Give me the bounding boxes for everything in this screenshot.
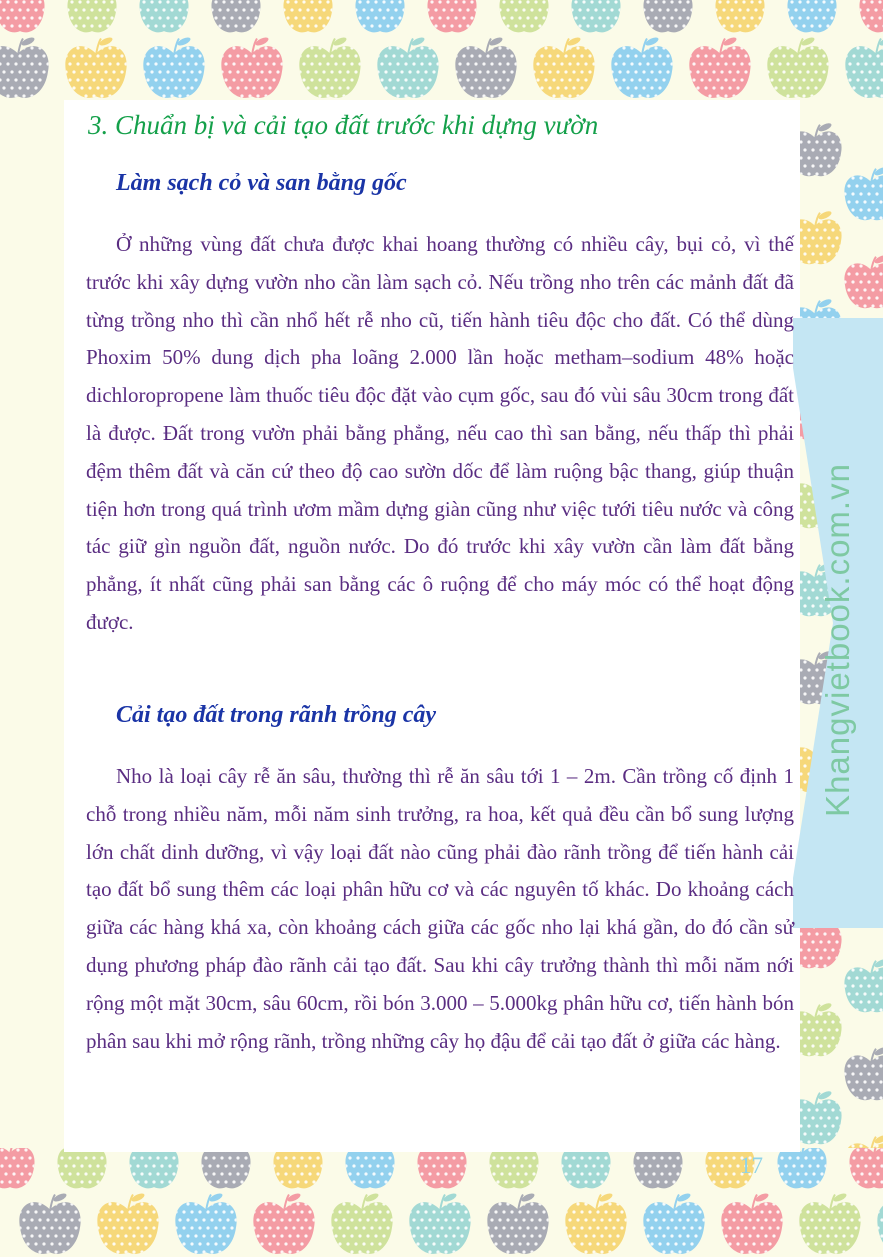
apple-icon — [344, 1148, 399, 1192]
apple-icon — [793, 1002, 843, 1057]
apple-icon — [843, 254, 883, 309]
apple-icon — [210, 0, 265, 36]
apple-icon — [18, 1192, 81, 1254]
apple-icon — [632, 1148, 687, 1192]
apple-icon — [843, 1134, 883, 1148]
apple-icon — [776, 1148, 831, 1192]
apple-icon — [408, 1192, 471, 1254]
site-watermark-text: Khangvietbook.com.vn — [819, 463, 856, 817]
apple-icon — [376, 36, 439, 98]
subheading-soil-improvement: Cải tạo đất trong rãnh trồng cây — [116, 702, 437, 728]
apple-icon — [0, 1148, 40, 1192]
apple-icon — [793, 1090, 843, 1145]
apple-icon — [252, 1192, 315, 1254]
section-title: 3. Chuẩn bị và cải tạo đất trước khi dựng vườn — [88, 110, 599, 140]
apple-icon — [798, 1192, 861, 1254]
apple-icon — [570, 0, 625, 36]
apple-icon — [843, 1046, 883, 1101]
apple-icon — [564, 1192, 627, 1254]
apple-icon — [844, 36, 883, 98]
apple-icon — [426, 0, 481, 36]
apple-icon — [766, 36, 829, 98]
apple-icon — [642, 1192, 705, 1254]
apple-icon — [56, 1148, 111, 1192]
apple-icon — [488, 1148, 543, 1192]
apple-icon — [486, 1192, 549, 1254]
apple-icon — [330, 1192, 393, 1254]
apple-icon — [688, 36, 751, 98]
apple-icon — [498, 0, 553, 36]
apple-icon — [720, 1192, 783, 1254]
apple-icon — [714, 0, 769, 36]
apple-icon — [610, 36, 673, 98]
apple-icon — [354, 0, 409, 36]
subheading-clear-weeds: Làm sạch cỏ và san bằng gốc — [116, 170, 407, 196]
apple-icon — [416, 1148, 471, 1192]
apple-icon — [848, 1148, 883, 1192]
apple-icon — [793, 122, 843, 177]
apple-icon — [64, 36, 127, 98]
apple-icon — [454, 36, 517, 98]
apple-icon — [298, 36, 361, 98]
apple-icon — [0, 0, 50, 36]
apple-icon — [200, 1148, 255, 1192]
apple-icon — [843, 166, 883, 221]
apple-icon — [858, 0, 883, 36]
apple-icon — [66, 0, 121, 36]
top-apple-pattern — [0, 0, 883, 112]
apple-icon — [560, 1148, 615, 1192]
apple-icon — [282, 0, 337, 36]
paragraph-soil-improvement: Nho là loại cây rễ ăn sâu, thường thì rễ ăn sâu tới 1 – 2m. Cần trồng cố định 1 chỗ trong nhiều năm, mỗi năm sinh trưởng, ra hoa, kết quả đều cần bổ sung lượng lớn chất dinh dưỡng, vì vậy loại đất nào cũng phải đào rãnh trồng để tiến hành cải tạo đất bổ sung thêm các loại phân hữu cơ và các nguyên tố khác. Do khoảng cách giữa các hàng khá xa, còn khoảng cách giữa các gốc nho lại khá gần, do đó cần sử dụng phương pháp đào rãnh cải tạo đất. Sau khi cây trưởng thành thì mỗi năm nới rộng một mặt 30cm, sâu 60cm, rồi bón 3.000 – 5.000kg phân hữu cơ, tiến hành bón phân sau khi mở rộng rãnh, trồng những cây họ đậu để cải tạo đất ở giữa các hàng. — [86, 764, 794, 1053]
page-number: 17 — [740, 1153, 763, 1178]
apple-icon — [272, 1148, 327, 1192]
apple-icon — [174, 1192, 237, 1254]
apple-icon — [876, 1192, 883, 1254]
apple-icon — [96, 1192, 159, 1254]
apple-icon — [142, 36, 205, 98]
apple-icon — [843, 958, 883, 1013]
paragraph-clear-weeds: Ở những vùng đất chưa được khai hoang thường có nhiều cây, bụi cỏ, vì thế trước khi xây dựng vườn nho cần làm sạch cỏ. Nếu trồng nho trên các mảnh đất đã từng trồng nho thì cần nhổ hết rễ nho cũ, tiến hành tiêu độc cho đất. Có thể dùng Phoxim 50% dung dịch pha loãng 2.000 lần hoặc metham–sodium 48% hoặc dichloropropene làm thuốc tiêu độc đặt vào cụm gốc, sau đó vùi sâu 30cm trong đất là được. Đất trong vườn phải bằng phẳng, nếu cao thì san bằng, nếu thấp thì phải đệm thêm đất và căn cứ theo độ cao sườn dốc để làm ruộng bậc thang, giúp thuận tiện hơn trong quá trình ươm mầm dựng giàn cũng như việc tưới tiêu nước và công tác giữ gìn nguồn đất, nguồn nước. Do đó trước khi xây vườn cần làm đất bằng phẳng, ít nhất cũng phải san bằng các ô ruộng để cho máy móc có thể hoạt động được. — [86, 232, 794, 634]
apple-icon — [793, 210, 843, 265]
apple-icon — [642, 0, 697, 36]
apple-icon — [220, 36, 283, 98]
apple-icon — [786, 0, 841, 36]
apple-icon — [128, 1148, 183, 1192]
apple-icon — [0, 36, 50, 98]
apple-icon — [138, 0, 193, 36]
apple-icon — [532, 36, 595, 98]
